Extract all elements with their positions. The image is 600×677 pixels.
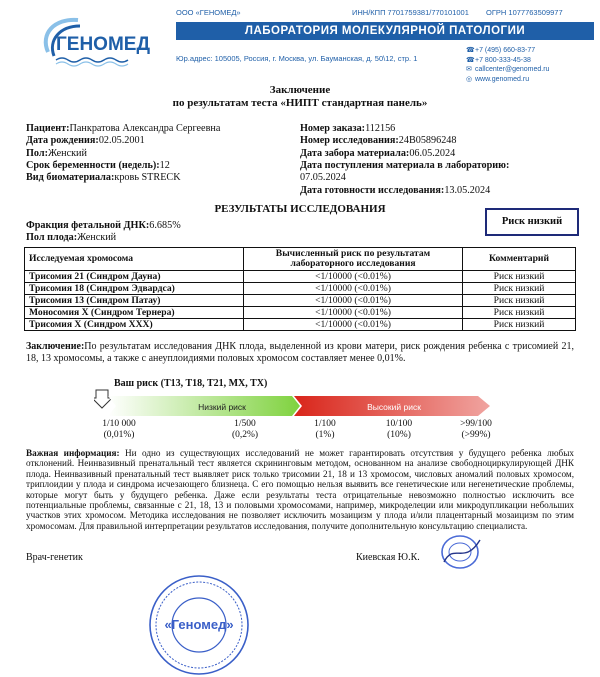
web-icon: ◎ (466, 75, 473, 83)
genomed-logo (34, 12, 154, 72)
row-comment: Риск низкий (463, 283, 576, 295)
org-name: ООО «ГЕНОМЕД» (176, 8, 241, 17)
patient-sex-row: Пол:Женский (26, 148, 87, 159)
doctor-stamp (436, 532, 486, 574)
row-name: Трисомия 13 (Синдром Патау) (25, 295, 244, 307)
table-row (25, 319, 576, 331)
collection-date-row: Дата забора материала:06.05.2024 (300, 148, 456, 159)
email-icon: ✉ (466, 66, 472, 74)
patient-dob: 02.05.2001 (98, 135, 145, 146)
org-ogrn: ОГРН 1077763509977 (486, 8, 563, 17)
contact-phone-1: +7 (495) 660-83-77 (475, 47, 536, 54)
table-row (25, 307, 576, 319)
table-row (25, 295, 576, 307)
results-title: РЕЗУЛЬТАТЫ ИССЛЕДОВАНИЯ (214, 203, 386, 215)
patient-dob-row: Дата рождения:02.05.2001 (26, 135, 145, 146)
fetal-sex-row: Пол плода:Женский (26, 232, 117, 243)
biomaterial-row: Вид биоматериала:кровь STRECK (26, 172, 181, 183)
phone-icon: ☎ (466, 56, 475, 64)
row-comment: Риск низкий (463, 307, 576, 319)
doctor-role: Врач-генетик (26, 552, 83, 563)
doc-title: Заключение (269, 84, 331, 96)
high-risk-label: Высокий риск (367, 402, 421, 412)
row-name: Моносомия Х (Синдром Тернера) (25, 307, 244, 319)
risk-scale-title: Ваш риск (T13, T18, T21, MX, TX) (114, 378, 268, 389)
patient-name: Панкратова Александра Сергеевна (69, 123, 221, 134)
contact-web: www.genomed.ru (475, 75, 530, 83)
patient-sex: Женский (48, 148, 87, 159)
ready-date: 13.05.2024 (444, 185, 491, 196)
row-comment: Риск низкий (463, 271, 576, 283)
contact-email: callcenter@genomed.ru (475, 66, 550, 74)
row-risk: <1/10000 (<0.01%) (244, 307, 463, 319)
row-name: Трисомия 18 (Синдром Эдвардса) (25, 283, 244, 295)
logo-text: ГЕНОМЕД (56, 34, 150, 55)
scale-tick: 1/100 (1%) (314, 419, 336, 440)
arrival-date: 07.05.2024 (300, 172, 346, 183)
risk-pointer-icon (94, 390, 112, 408)
study-number-row: Номер исследования:24B05896248 (300, 135, 457, 146)
conclusion (26, 341, 574, 365)
order-number: 112156 (365, 123, 396, 134)
patient-name-row: Пациент:Панкратова Александра Сергеевна (26, 123, 221, 134)
fetal-sex: Женский (77, 232, 117, 243)
row-risk: <1/10000 (<0.01%) (244, 271, 463, 283)
table-row (25, 271, 576, 283)
scale-tick: 1/10 000 (0,01%) (102, 419, 136, 440)
col-risk: Вычисленный риск по результатам лабораторного исследования (244, 248, 463, 271)
lab-title-bar: ЛАБОРАТОРИЯ МОЛЕКУЛЯРНОЙ ПАТОЛОГИИ (176, 22, 594, 40)
risk-scale (94, 380, 494, 416)
row-risk: <1/10000 (<0.01%) (244, 283, 463, 295)
col-chromosome: Исследуемая хромосома (25, 248, 244, 271)
org-inn: ИНН/КПП 7701759381/770101001 (352, 8, 469, 17)
table-header-row (25, 248, 576, 271)
pregnancy-term: 12 (159, 160, 170, 171)
conclusion-label: Заключение: (26, 341, 85, 352)
table-row (25, 283, 576, 295)
study-number: 24B05896248 (398, 135, 457, 146)
important-text: Ни одно из существующих исследований не может гарантировать отсутствия у будущего ребенка любых отклонений. Неинвазивный пренатальный тест является скрининговым методом, основанном на анализе свободноциркулирующей ДНК плода. Неинвазивный пренатальный тест выявляет риск только трисомии 21, 18 и 13 хромосом, числовых аномалий половых хромосом, триплоидии у плода и синдрома исчезающего близнеца. С его помощью нельзя выявить все генетические или негенетические проблемы, которые могут быть у будущего ребенка. Даже если результаты теста отрицательные невозможно полностью исключить все потенциальные проблемы, связанные с 21, 18, 13 и половыми хромосомами, например, микроделеции или микродупликации небольших участков этих хромосом. Методика исследования не позволяет исключить мозаицизм у плода и/или плацентарный мозаицизм по этим хромосомам. Для правильной интерпретации результатов исследования, получите дополнительную консультацию специалиста. (26, 448, 574, 531)
scale-tick: >99/100 (>99%) (460, 419, 492, 440)
company-stamp (148, 574, 250, 676)
scale-tick: 1/500 (0,2%) (231, 419, 259, 440)
row-name: Трисомия 21 (Синдром Дауна) (25, 271, 244, 283)
row-comment: Риск низкий (463, 295, 576, 307)
contact-phone-2: +7 800-333-45-38 (475, 56, 531, 64)
collection-date: 06.05.2024 (409, 148, 456, 159)
conclusion-text: По результатам исследования ДНК плода, выделенной из крови матери, риск рождения ребенка с трисомией 21, 18, 13 хромосомы, а также с анеуплоидиями половых хромосом составляет менее 0,01%. (26, 341, 574, 364)
row-comment: Риск низкий (463, 319, 576, 331)
risk-summary-badge: Риск низкий (485, 208, 579, 236)
contacts (466, 46, 549, 84)
fetal-fraction-row: Фракция фетальной ДНК:6.685% (26, 220, 181, 231)
important-label: Важная информация: (26, 448, 120, 458)
low-risk-label: Низкий риск (198, 402, 246, 412)
col-comment: Комментарий (463, 248, 576, 271)
scale-tick: 10/100 (10%) (385, 419, 413, 440)
fetal-fraction: 6.685% (149, 220, 181, 231)
org-address: Юр.адрес: 105005, Россия, г. Москва, ул. Бауманская, д. 50\12, стр. 1 (176, 54, 418, 63)
doc-subtitle: по результатам теста «НИПТ стандартная панель» (172, 97, 428, 109)
results-table (24, 247, 576, 331)
order-number-row: Номер заказа:112156 (300, 123, 396, 134)
pregnancy-term-row: Срок беременности (недель):12 (26, 160, 170, 171)
row-risk: <1/10000 (<0.01%) (244, 295, 463, 307)
stamp-text: «Геномед» (164, 617, 234, 632)
arrival-label: Дата поступления материала в лабораторию: (300, 160, 510, 171)
phone-icon: ☎ (466, 47, 475, 54)
row-name: Трисомия Х (Синдром ХХХ) (25, 319, 244, 331)
doctor-name: Киевская Ю.К. (356, 552, 420, 563)
important-info (26, 448, 574, 531)
row-risk: <1/10000 (<0.01%) (244, 319, 463, 331)
biomaterial: кровь STRECK (114, 172, 181, 183)
ready-date-row: Дата готовности исследования:13.05.2024 (300, 185, 491, 196)
